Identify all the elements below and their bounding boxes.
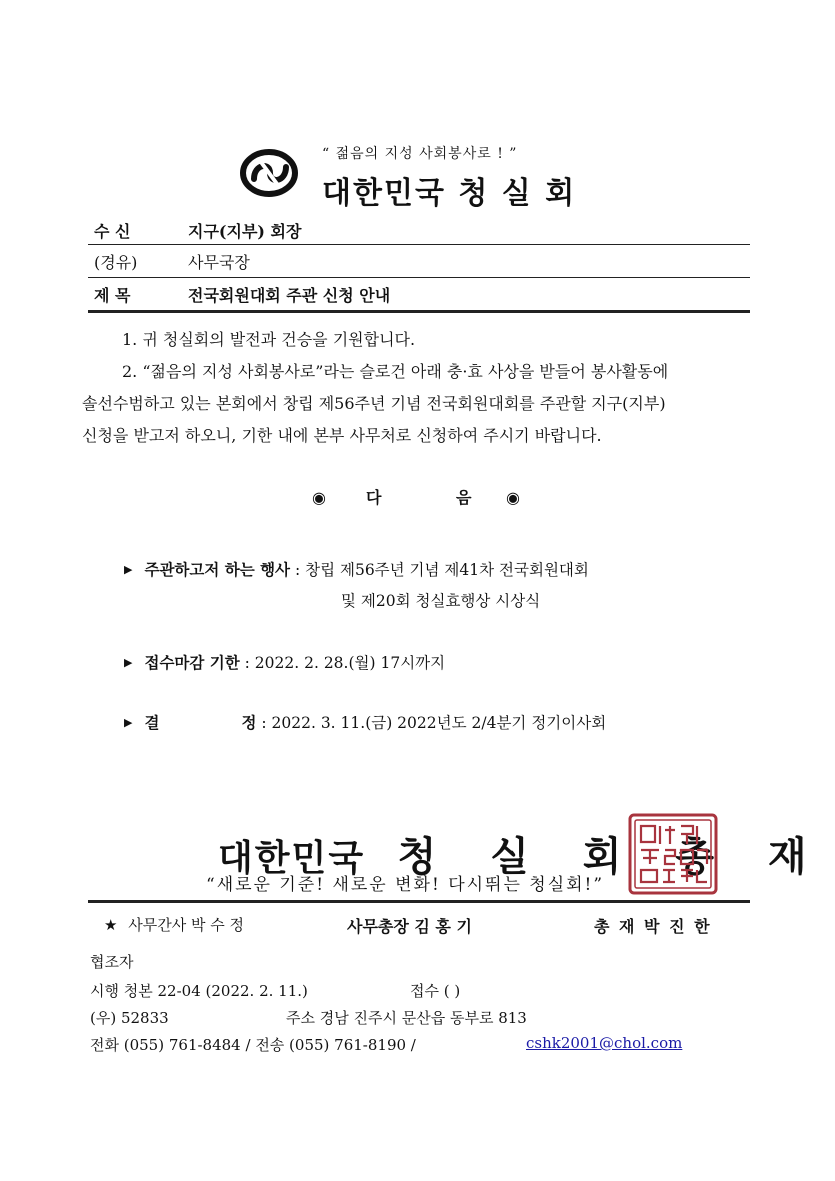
subject-value: 전국회원대회 주관 신청 안내 xyxy=(188,286,391,305)
item-event-label: 주관하고저 하는 행사 xyxy=(144,560,291,579)
triangle-bullet-icon: ▶ xyxy=(124,716,133,729)
item-decision xyxy=(124,711,606,733)
item-decision-value: : 2022. 3. 11.(금) 2022년도 2/4분기 정기이사회 xyxy=(261,714,607,732)
dasum-mark-left: ◉ xyxy=(312,488,326,507)
paragraph-2-line-3: 신청을 받고저 하오니, 기한 내에 본부 사무처로 신청하여 주시기 바랍니다. xyxy=(82,426,602,445)
divider-3 xyxy=(88,310,750,313)
item-decision-label-a: 결 xyxy=(144,713,160,732)
org-name: 대한민국 청 실 회 xyxy=(322,176,577,211)
footer-slogan: “새로운 기준! 새로운 변화! 다시뛰는 청실회!” xyxy=(206,875,605,895)
dasum-mark-right: ◉ xyxy=(506,488,520,507)
phone-fax: 전화 (055) 761-8484 / 전송 (055) 761-8190 / xyxy=(90,1036,416,1054)
paragraph-2-line-1: 2. “젊음의 지성 사회봉사로”라는 슬로건 아래 충·효 사상을 받들어 봉사활동에 xyxy=(122,362,669,381)
paragraph-2-line-2: 솔선수범하고 있는 본회에서 창립 제56주년 기념 전국회원대회를 주관할 지구(지부) xyxy=(82,394,666,413)
dasum-eum: 음 xyxy=(456,488,472,507)
subject-label: 제 목 xyxy=(94,286,131,305)
via-value: 사무국장 xyxy=(188,253,250,272)
paragraph-1: 1. 귀 청실회의 발전과 건승을 기원합니다. xyxy=(122,330,416,349)
header-slogan: “ 젊음의 지성 사회봉사로 ! ” xyxy=(322,146,518,162)
recipient-label: 수 신 xyxy=(94,222,131,241)
item-decision-label-b: 정 xyxy=(241,713,257,732)
postal-code: (우) 52833 xyxy=(90,1009,169,1027)
footer-org-name-b: 청 실 회 총 재 xyxy=(397,833,827,880)
signer-secretary-text: 사무간사 박 수 정 xyxy=(128,916,244,934)
item-event xyxy=(124,558,589,580)
divider-2 xyxy=(88,277,750,278)
triangle-bullet-icon: ▶ xyxy=(124,656,133,669)
dasum-da: 다 xyxy=(366,488,382,507)
cooperator-label: 협조자 xyxy=(90,953,134,971)
footer-org-name-a: 대한민국 xyxy=(218,837,366,879)
item-event-value: : 창립 제56주년 기념 제41차 전국회원대회 xyxy=(294,561,589,579)
signer-general: 사무총장 김 홍 기 xyxy=(347,917,472,936)
recipient-value: 지구(지부) 회장 xyxy=(188,222,302,241)
item-deadline xyxy=(124,651,445,673)
triangle-bullet-icon: ▶ xyxy=(124,563,133,576)
footer-divider xyxy=(88,900,750,903)
star-icon: ★ xyxy=(104,916,118,934)
item-deadline-value: : 2022. 2. 28.(월) 17시까지 xyxy=(244,654,446,672)
issue-info: 시행 청본 22-04 (2022. 2. 11.) xyxy=(90,982,308,1000)
via-label: (경유) xyxy=(94,253,138,272)
email-link[interactable]: cshk2001@chol.com xyxy=(526,1034,683,1052)
receipt-info: 접수 ( ) xyxy=(410,982,461,1000)
official-seal-icon xyxy=(627,812,719,896)
divider-1 xyxy=(88,244,750,245)
signer-president: 총 재 박 진 한 xyxy=(594,917,712,936)
signer-secretary xyxy=(104,914,244,935)
item-event-value-2: 및 제20회 청실효행상 시상식 xyxy=(341,592,541,610)
address: 주소 경남 진주시 문산읍 동부로 813 xyxy=(286,1009,527,1027)
item-deadline-label: 접수마감 기한 xyxy=(144,653,240,672)
org-logo-icon xyxy=(240,148,298,198)
